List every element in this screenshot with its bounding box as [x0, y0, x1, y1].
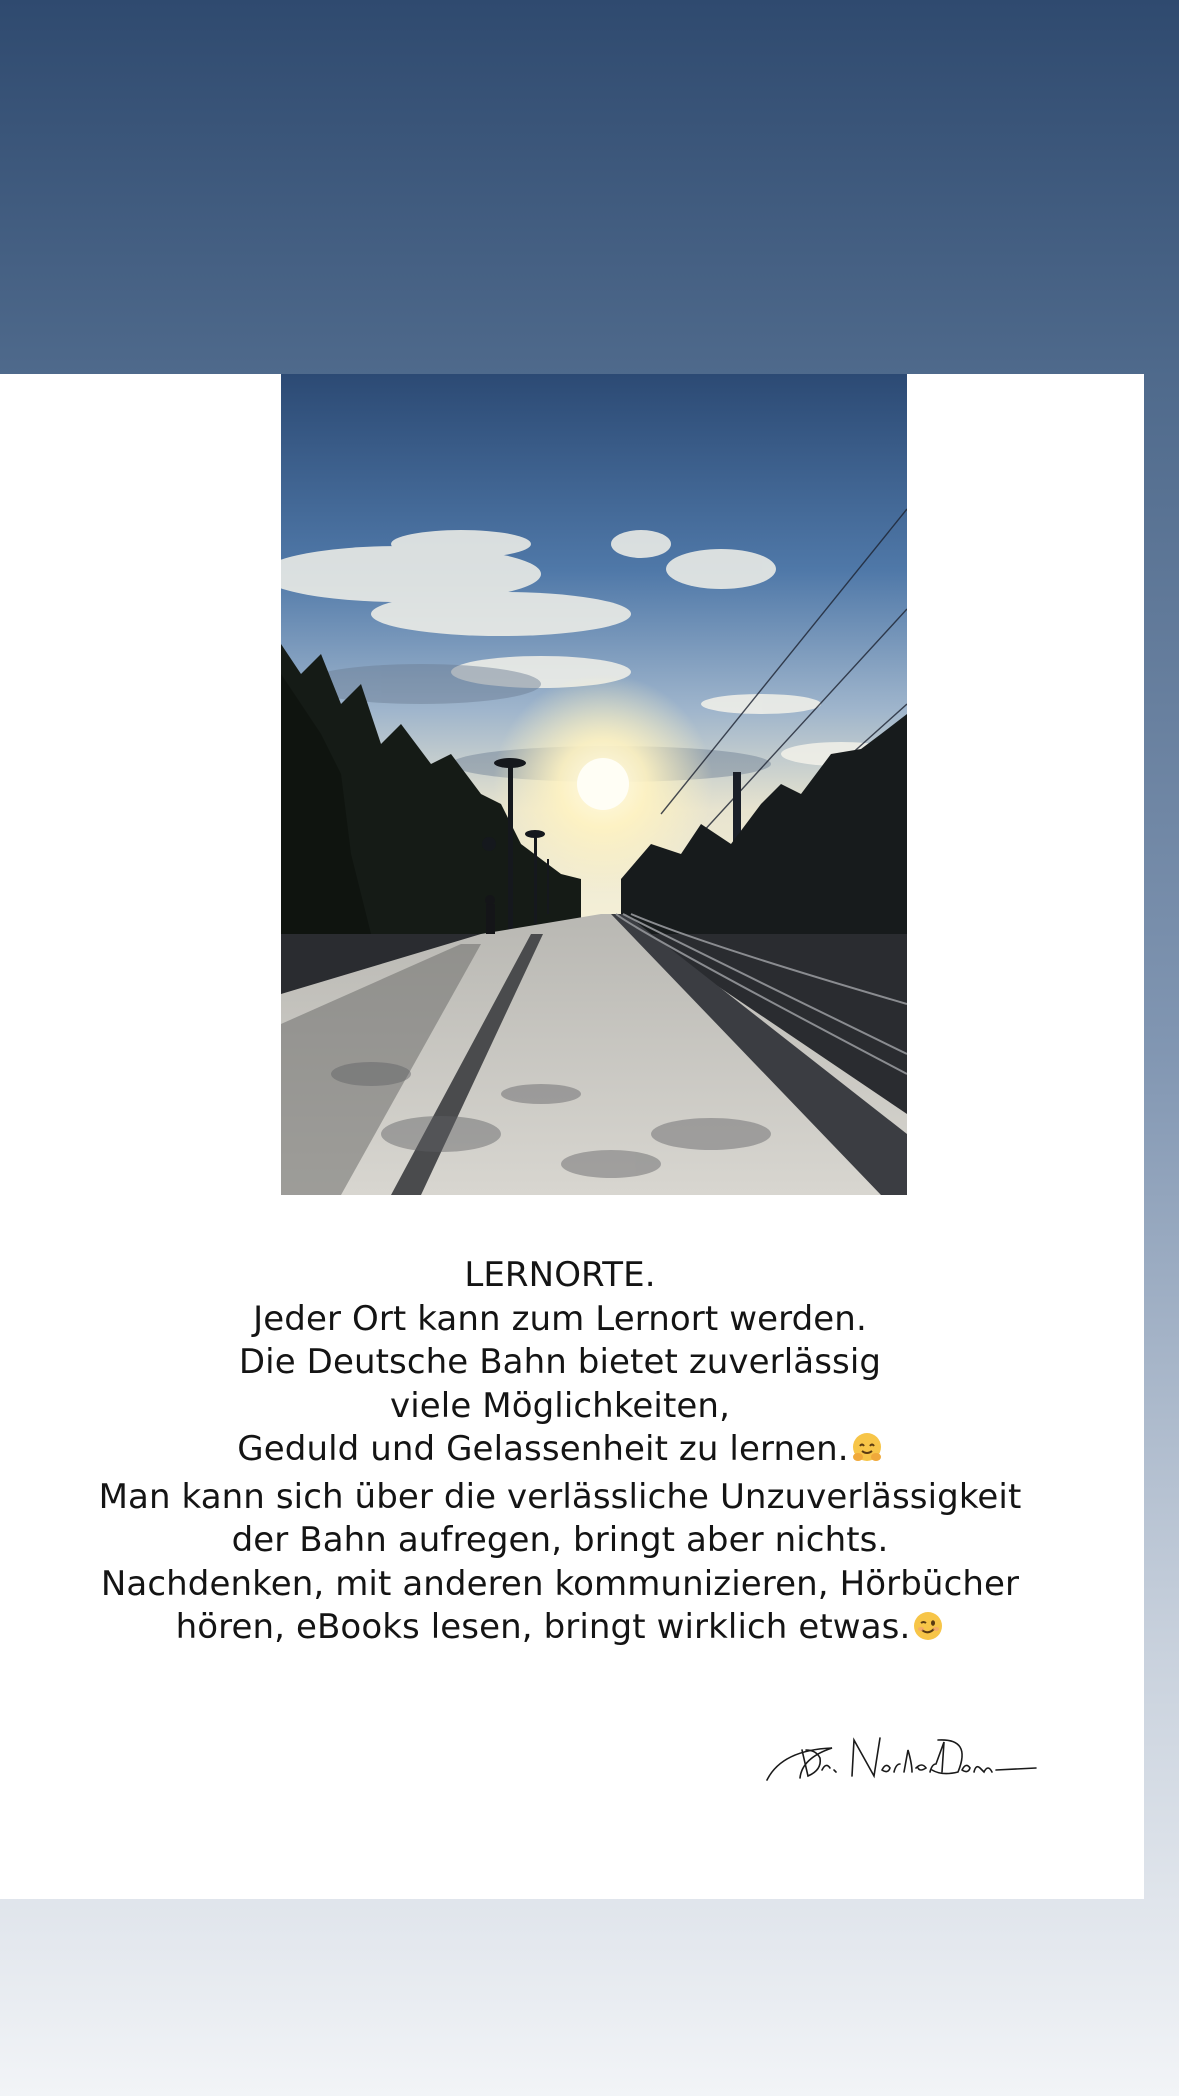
- winking-face-icon: [912, 1610, 944, 1654]
- post-card: [0, 374, 1144, 1899]
- photo-illustration: [281, 374, 907, 1195]
- caption-line: Man kann sich über die verlässliche Unzuverlässigkeit: [98, 1476, 1022, 1517]
- caption-line-with-emoji: [60, 1606, 1060, 1654]
- caption-line: Die Deutsche Bahn bietet zuverlässig: [238, 1342, 882, 1382]
- caption-line-text: Geduld und Gelassenheit zu lernen.: [237, 1429, 849, 1469]
- handwritten-signature: [762, 1720, 1042, 1800]
- caption-line-with-emoji: [60, 1428, 1060, 1476]
- caption-line: viele Möglichkeiten,: [390, 1385, 730, 1426]
- caption-line: der Bahn aufregen, bringt aber nichts.: [231, 1520, 889, 1560]
- post-caption: [60, 1254, 1060, 1654]
- signature: [762, 1720, 1042, 1800]
- caption-line: Jeder Ort kann zum Lernort werden.: [253, 1298, 867, 1339]
- railway-platform-photo: [281, 374, 907, 1195]
- caption-line: Nachdenken, mit anderen kommunizieren, Hörbücher: [100, 1563, 1020, 1604]
- caption-line: LERNORTE.: [464, 1255, 656, 1295]
- hugging-face-icon: [851, 1432, 883, 1476]
- caption-line-text: hören, eBooks lesen, bringt wirklich etwas.: [175, 1607, 911, 1647]
